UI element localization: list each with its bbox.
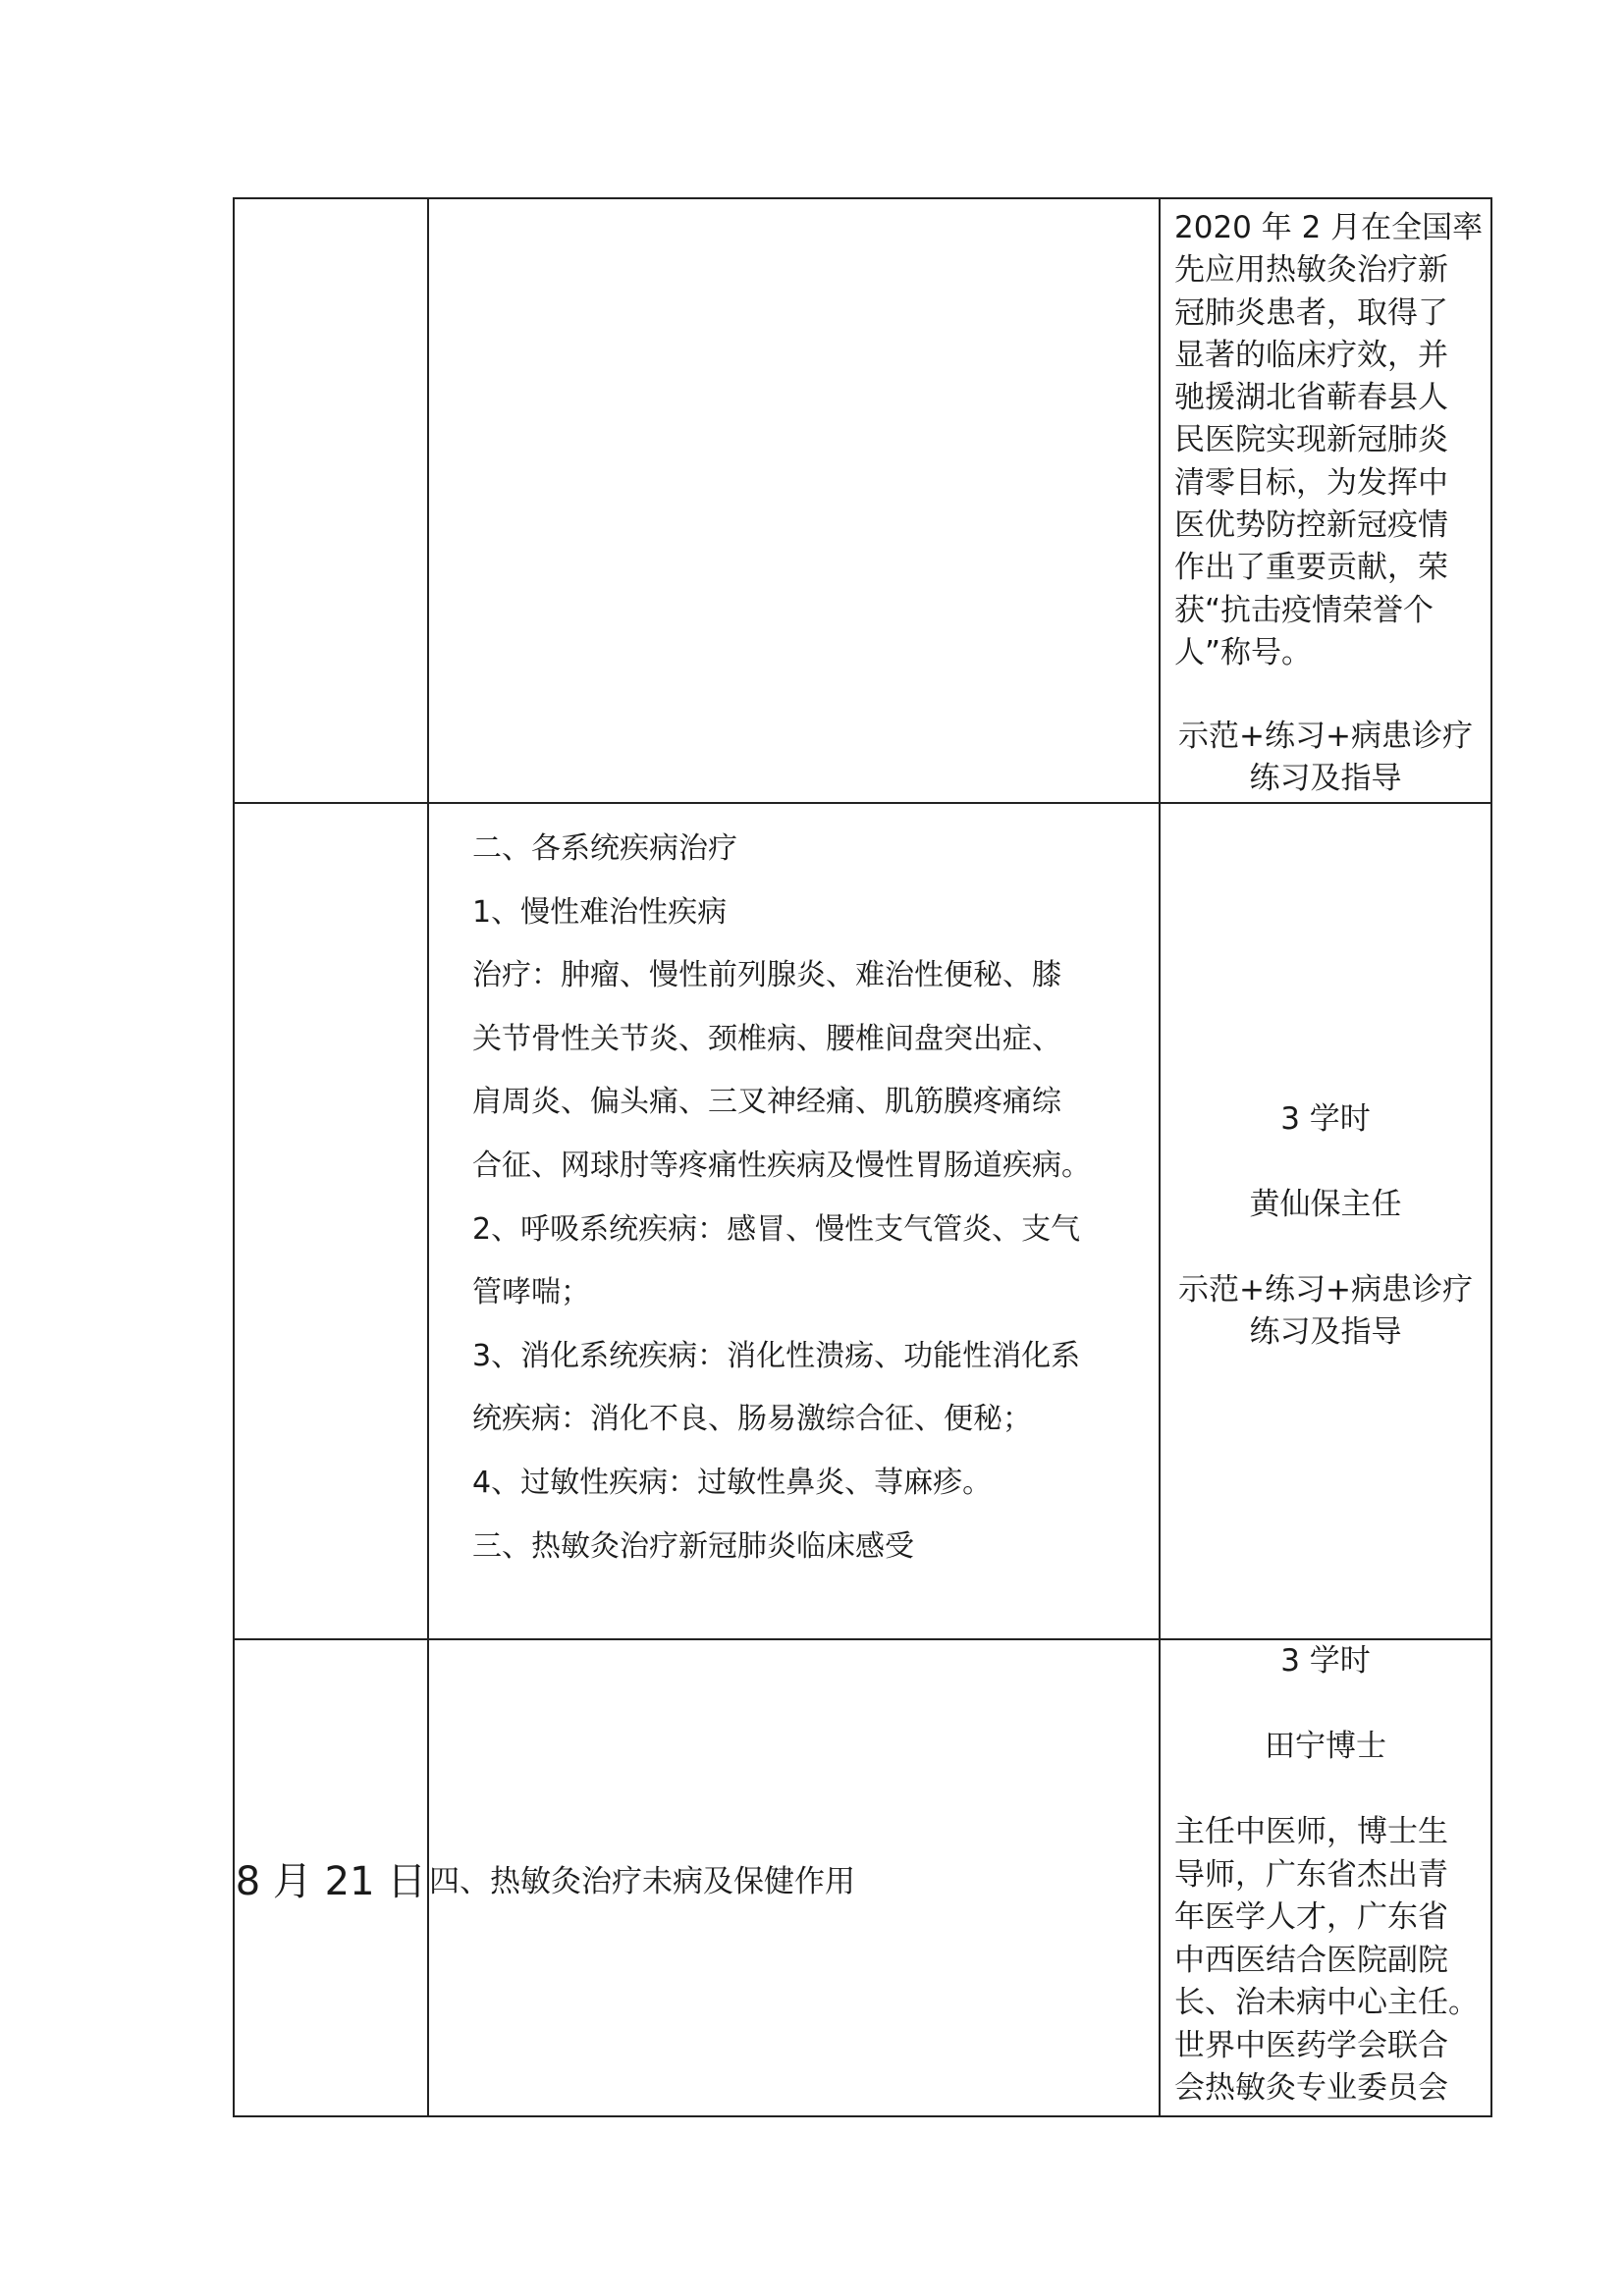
lecturer-intro: 2020 年 2 月在全国率 先应用热敏灸治疗新 冠肺炎患者，取得了 显著的临床疗效，并 驰援湖北省蕲春县人 民医院实现新冠肺炎 清零目标，为发挥中 医优势防控新冠疫情 作出了重要贡献，荣 获“抗击疫情荣誉个 人”称号。 — [1174, 210, 1484, 670]
teaching-method: 示范+练习+病患诊疗 练习及指导 — [1178, 1272, 1473, 1350]
lecturer-cell — [1160, 803, 1491, 1639]
lecturer-bio: 主任中医师，博士生 导师，广东省杰出青 年医学人才，广东省 中西医结合医院副院 长、治未病中心主任。 世界中医药学会联合 会热敏灸专业委员会 — [1174, 1814, 1479, 2106]
date-cell: 8 月 21 日 — [234, 1639, 428, 2116]
course-hours: 3 学时 — [1280, 1101, 1371, 1137]
date-cell-empty — [234, 803, 428, 1639]
teaching-method: 示范+练习+病患诊疗 练习及指导 — [1178, 719, 1473, 797]
lecturer-name: 黄仙保主任 — [1249, 1187, 1402, 1222]
date-cell-empty — [234, 198, 428, 803]
table-row — [234, 803, 1491, 1639]
schedule-table — [233, 197, 1492, 2117]
lecturer-name: 田宁博士 — [1265, 1729, 1386, 1764]
course-content: 二、各系统疾病治疗 1、慢性难治性疾病 治疗：肿瘤、慢性前列腺炎、难治性便秘、膝 关节骨性关节炎、颈椎病、腰椎间盘突出症、 肩周炎、偏头痛、三叉神经痛、肌筋膜疼痛综 合征、网球肘等疼痛性疾病及慢性胃肠道疾病。 2、呼吸系统疾病：感冒、慢性支气管炎、支气 管哮喘； 3、消化系统疾病：消化性溃疡、功能性消化系 统疾病：消化不良、肠易激综合征、便秘； 4、过敏性疾病：过敏性鼻炎、荨麻疹。 三、热敏灸治疗新冠肺炎临床感受 — [472, 831, 1091, 1564]
lecturer-cell — [1160, 1639, 1491, 2116]
table-row — [234, 198, 1491, 803]
course-topic: 四、热敏灸治疗未病及保健作用 — [428, 1639, 1160, 2116]
course-hours: 3 学时 — [1280, 1643, 1371, 1679]
table-row — [234, 1639, 1491, 2116]
content-cell-empty — [428, 198, 1160, 803]
content-cell — [428, 803, 1160, 1639]
lecturer-cell — [1160, 198, 1491, 803]
